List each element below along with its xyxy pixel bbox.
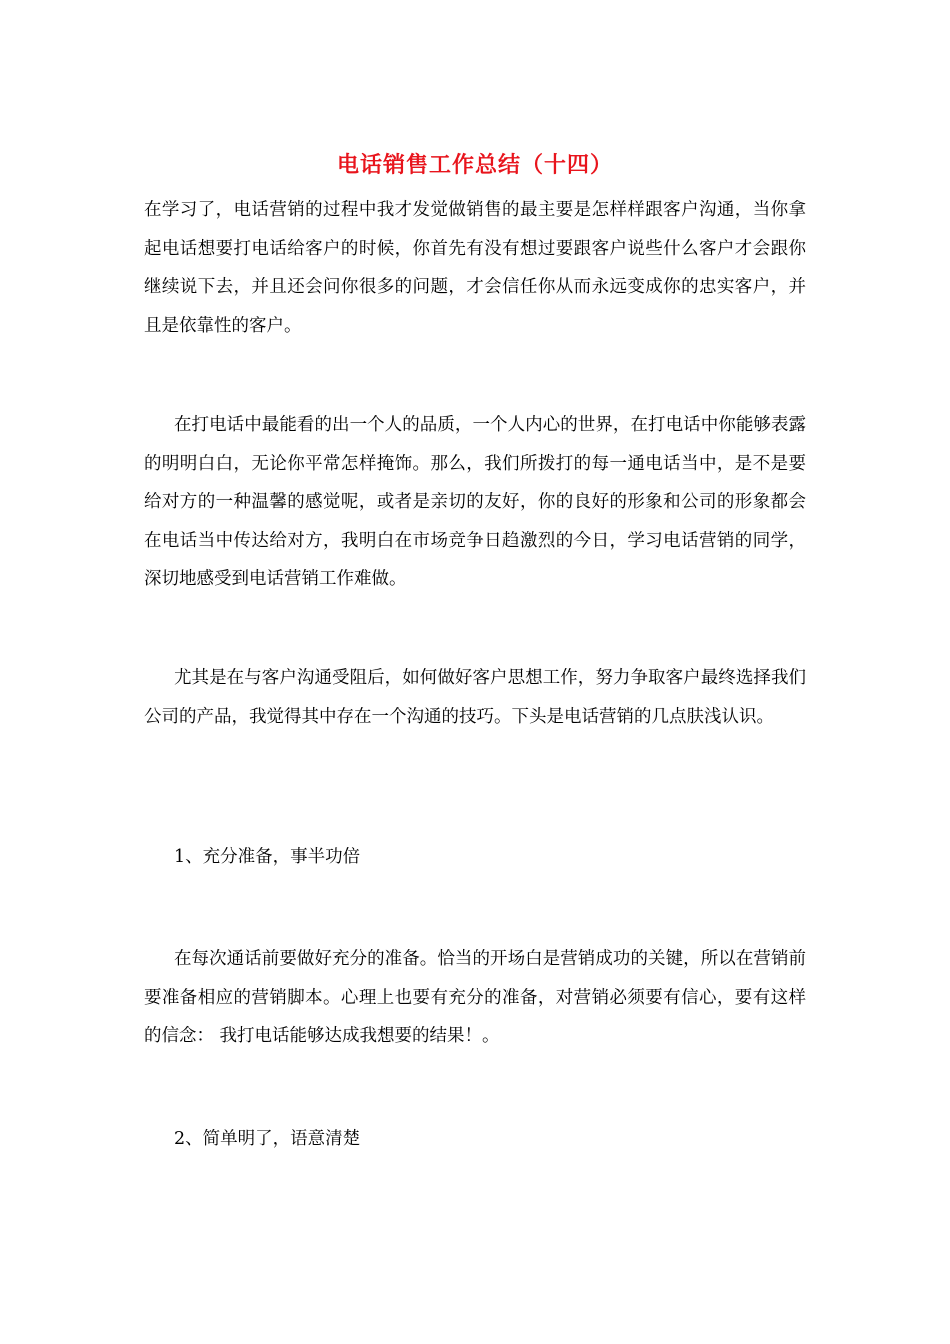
document-title: 电话销售工作总结（十四） [336, 152, 613, 178]
paragraph-preparation: 在每次通话前要做好充分的准备。恰当的开场白是营销成功的关键，所以在营销前要准备相应的营销脚本。心理上也要有充分的准备，对营销必须要有信心，要有这样的信念： 我打电话能够达成我想要的结果！。 [144, 949, 806, 1046]
paragraph-intro: 在学习了，电话营销的过程中我才发觉做销售的最主要是怎样样跟客户沟通，当你拿起电话想要打电话给客户的时候，你首先有没有想过要跟客户说些什么客户才会跟你继续说下去，并且还会问你很多的问题，才会信任你从而永远变成你的忠实客户，并且是依靠性的客户。 [144, 200, 806, 336]
section-heading-2: 2、简单明了，语意清楚 [174, 1129, 361, 1149]
paragraph-phone-quality: 在打电话中最能看的出一个人的品质，一个人内心的世界，在打电话中你能够表露的明明白白，无论你平常怎样掩饰。那么，我们所拨打的每一通电话当中，是不是要给对方的一种温馨的感觉呢，或者是亲切的友好，你的良好的形象和公司的形象都会在电话当中传达给对方，我明白在市场竞争日趋激烈的今日，学习电话营销的同学，深切地感受到电话营销工作难做。 [144, 415, 806, 589]
section-heading-1: 1、充分准备，事半功倍 [174, 847, 361, 867]
paragraph-communication-skills: 尤其是在与客户沟通受阻后，如何做好客户思想工作，努力争取客户最终选择我们公司的产品，我觉得其中存在一个沟通的技巧。下头是电话营销的几点肤浅认识。 [144, 668, 806, 727]
